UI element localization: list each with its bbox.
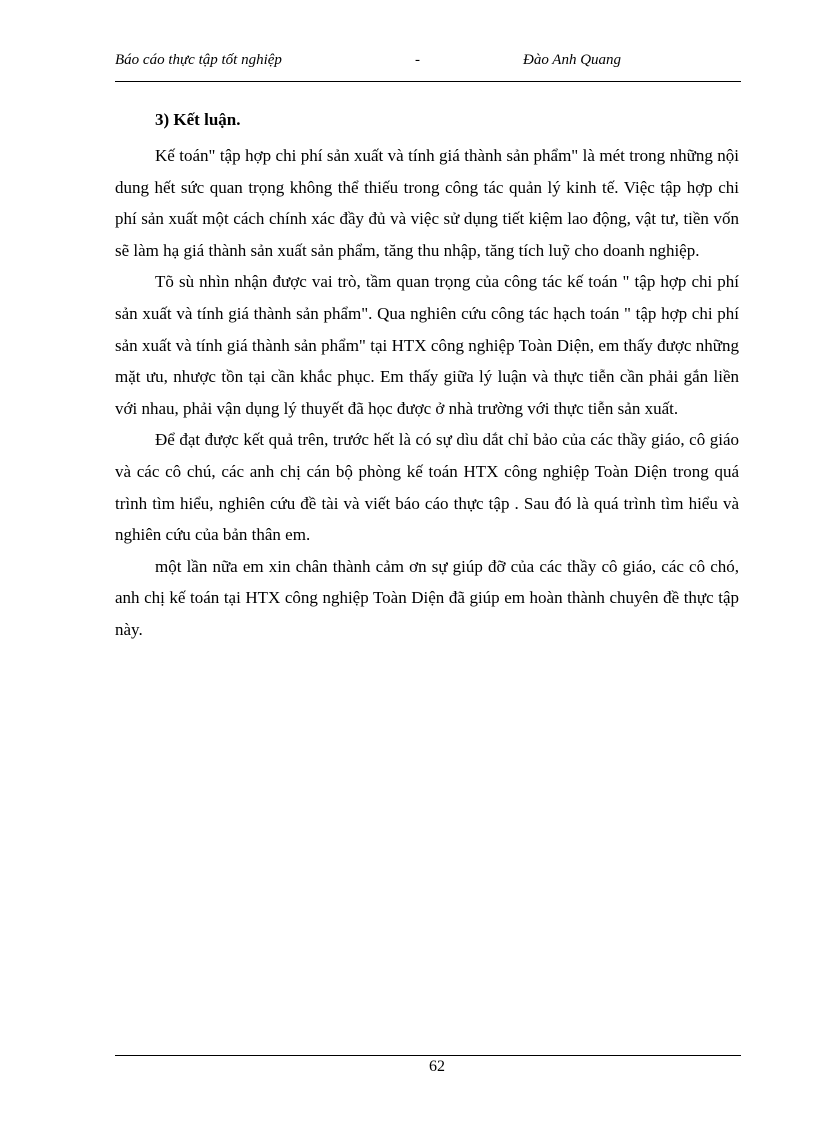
- header-rule: [115, 81, 741, 82]
- header-author: Đào Anh Quang: [523, 52, 622, 68]
- paragraph-4: một lần nữa em xin chân thành cảm ơn sự giúp đỡ của các thầy cô giáo, các cô chó, anh chị kế toán tại HTX công nghiệp Toàn Diện đã giúp em hoàn thành chuyên đề thực tập này.: [115, 556, 739, 639]
- paragraph-1: Kế toán" tập hợp chi phí sản xuất và tính giá thành sản phẩm" là mét trong những nội dung hết sức quan trọng không thể thiếu trong công tác quản lý kinh tế. Việc tập hợp chi phí sản xuất một cách chính xác đầy đủ và việc sử dụng tiết kiệm lao động, vật tư, tiền vốn sẽ làm hạ giá thành sản xuất sản phẩm, tăng thu nhập, tăng tích luỹ cho doanh nghiệp.: [115, 146, 739, 260]
- footer-rule: [115, 1055, 741, 1056]
- section-title: 3) Kết luận.: [155, 110, 241, 129]
- paragraph-3: Để đạt được kết quả trên, trước hết là có sự dìu dắt chỉ bảo của các thầy giáo, cô giáo và các cô chú, các anh chị cán bộ phòng kế toán HTX công nghiệp Toàn Diện trong quá trình tìm hiểu, nghiên cứu đề tài và viết báo cáo thực tập . Sau đó là quá trình tìm hiểu và nghiên cứu của bản thân em.: [115, 430, 739, 545]
- paragraph-2: Tõ sù nhìn nhận được vai trò, tầm quan trọng của công tác kế toán " tập hợp chi phí sản xuất và tính giá thành sản phẩm". Qua nghiên cứu công tác hạch toán " tập hợp chi phí sản xuất và tính giá thành sản phẩm" tại HTX công nghiệp Toàn Diện, em thấy được những mặt ưu, nhược tồn tại cần khắc phục. Em thấy giữa lý luận và thực tiễn cần phải gắn liền với nhau, phải vận dụng lý thuyết đã học được ở nhà trường với thực tiễn sản xuất.: [115, 272, 739, 418]
- page-header: [115, 50, 741, 72]
- header-separator: -: [415, 52, 420, 68]
- body-text: [115, 140, 739, 646]
- page-number: 62: [429, 1058, 445, 1075]
- header-report-title: Báo cáo thực tập tốt nghiệp: [115, 52, 282, 68]
